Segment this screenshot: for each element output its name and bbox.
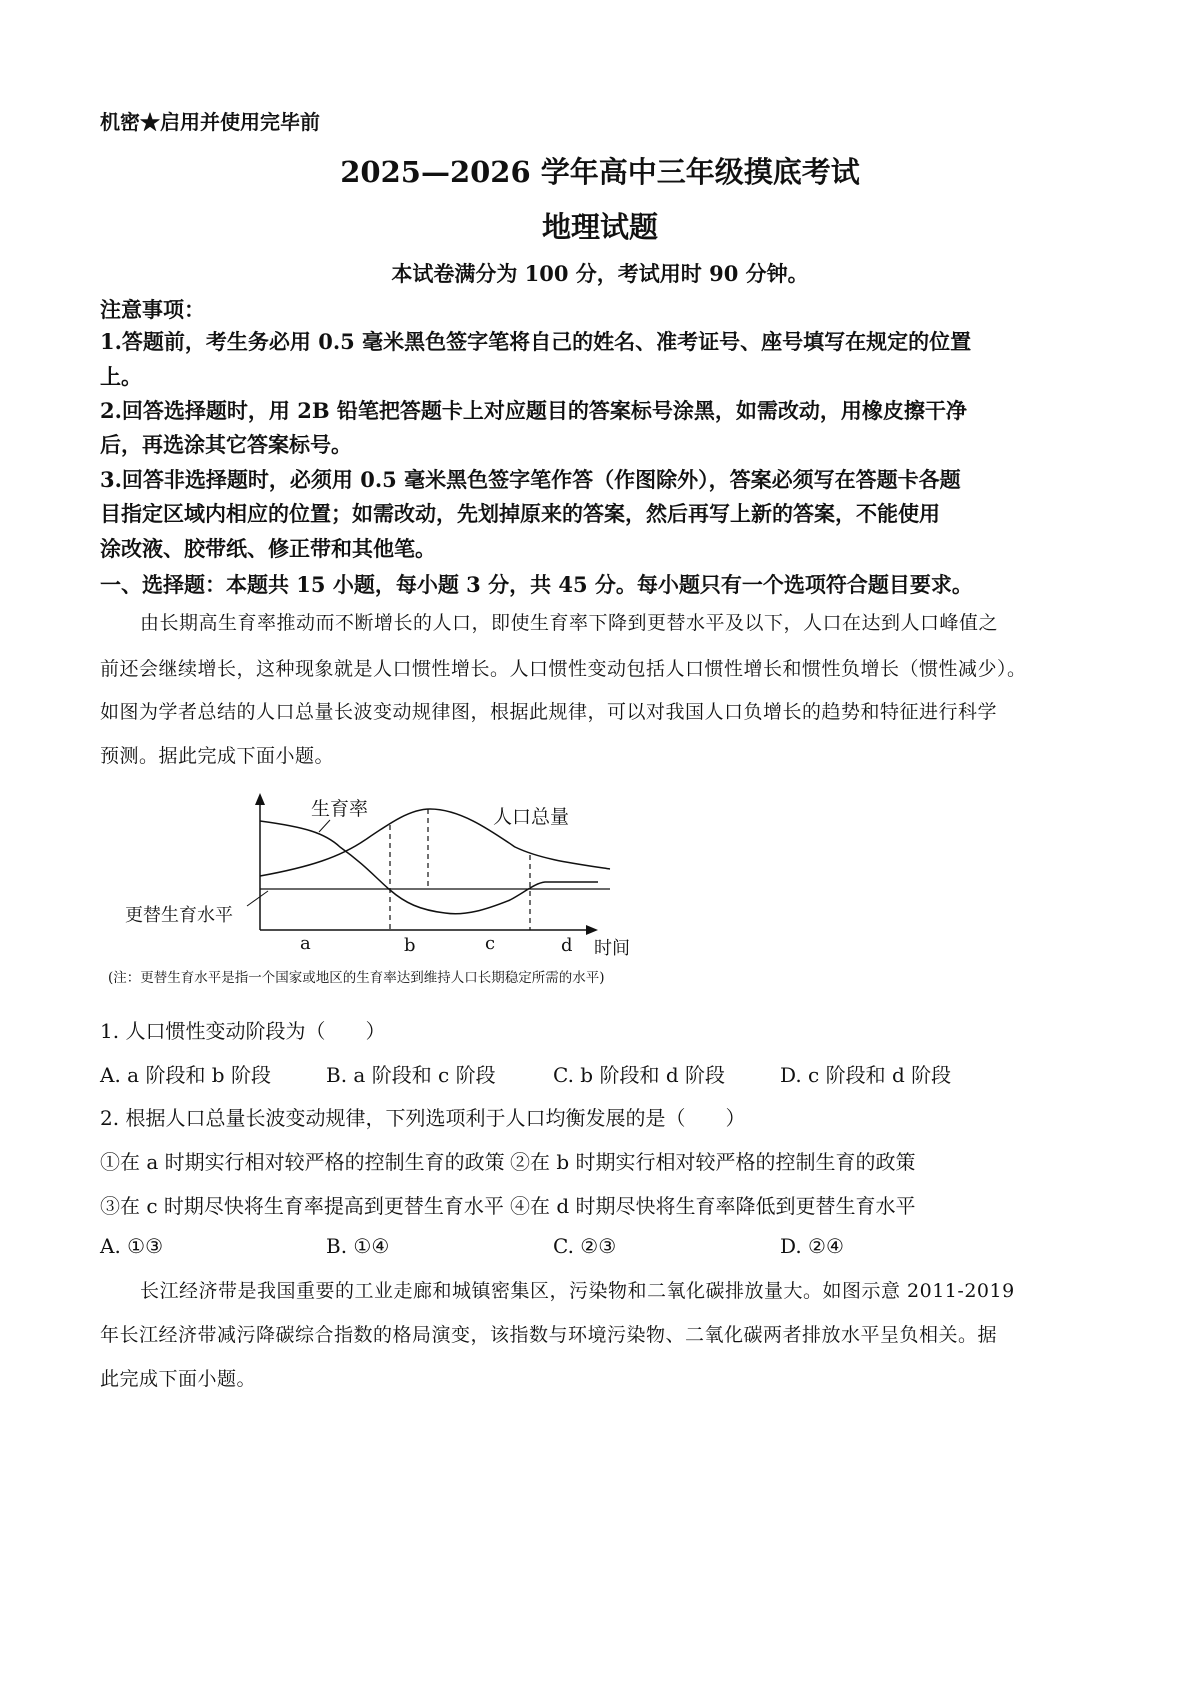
passage1-line2: 前还会继续增长，这种现象就是人口惯性增长。人口惯性变动包括人口惯性增长和惯性负增长（惯性减少）。 <box>100 658 1027 680</box>
note-3-line3: 涂改液、胶带纸、修正带和其他笔。 <box>100 536 436 561</box>
stage-c-label: c <box>485 933 496 954</box>
time-axis-label: 时间 <box>594 938 630 959</box>
q1-option-b[interactable]: B. a 阶段和 c 阶段 <box>326 1063 496 1087</box>
note-1-line1: 1.答题前，考生务必用 0.5 毫米黑色签字笔将自己的姓名、准考证号、座号填写在规定的位置 <box>100 329 972 354</box>
stage-d-label: d <box>561 935 573 956</box>
passage2-line2: 年长江经济带减污降碳综合指数的格局演变，该指数与环境污染物、二氧化碳两者排放水平呈负相关。据 <box>100 1324 998 1346</box>
note-3-line2: 目指定区域内相应的位置；如需改动，先划掉原来的答案，然后再写上新的答案，不能使用 <box>100 501 940 526</box>
replacement-leader <box>247 891 268 906</box>
birth-rate-leader <box>319 820 330 832</box>
subject-title: 地理试题 <box>541 210 658 244</box>
passage2-line3: 此完成下面小题。 <box>100 1368 257 1390</box>
y-axis-arrow <box>255 793 265 805</box>
q1-stem: 1. 人口惯性变动阶段为（ ） <box>100 1019 386 1043</box>
q2-statement-1: ①在 a 时期实行相对较严格的控制生育的政策 <box>100 1150 505 1174</box>
q1-option-c[interactable]: C. b 阶段和 d 阶段 <box>553 1063 725 1087</box>
stage-a-label: a <box>300 933 311 954</box>
note-1-line2: 上。 <box>100 364 142 389</box>
population-wave-figure <box>100 785 700 985</box>
birth-rate-curve <box>260 821 598 914</box>
passage1-line4: 预测。据此完成下面小题。 <box>100 745 335 767</box>
passage1-line3: 如图为学者总结的人口总量长波变动规律图，根据此规律，可以对我国人口负增长的趋势和特征进行科学 <box>100 701 998 723</box>
stage-b-label: b <box>404 935 416 956</box>
score-info: 本试卷满分为 100 分，考试用时 90 分钟。 <box>391 261 809 286</box>
figure-note: (注：更替生育水平是指一个国家或地区的生育率达到维持人口长期稳定所需的水平) <box>108 970 605 986</box>
note-2-line1: 2.回答选择题时，用 2B 铅笔把答题卡上对应题目的答案标号涂黑，如需改动，用橡皮擦干净 <box>100 398 967 423</box>
birth-rate-label: 生育率 <box>311 798 369 820</box>
confidential-label: 机密★启用并使用完毕前 <box>100 110 320 134</box>
q2-statement-3: ③在 c 时期尽快将生育率提高到更替生育水平 <box>100 1194 504 1218</box>
notes-heading: 注意事项： <box>100 297 205 322</box>
q2-option-b[interactable]: B. ①④ <box>326 1234 390 1258</box>
x-axis-arrow <box>586 925 598 935</box>
note-2-line2: 后，再选涂其它答案标号。 <box>100 432 352 457</box>
q1-option-a[interactable]: A. a 阶段和 b 阶段 <box>100 1063 271 1087</box>
q1-option-d[interactable]: D. c 阶段和 d 阶段 <box>780 1063 952 1087</box>
population-label: 人口总量 <box>493 806 570 828</box>
q2-option-a[interactable]: A. ①③ <box>100 1234 164 1258</box>
q2-stem: 2. 根据人口总量长波变动规律，下列选项利于人口均衡发展的是（ ） <box>100 1106 746 1130</box>
q2-option-d[interactable]: D. ②④ <box>780 1234 844 1258</box>
passage1-line1: 由长期高生育率推动而不断增长的人口，即使生育率下降到更替水平及以下，人口在达到人口峰值之 <box>140 612 999 634</box>
q2-option-c[interactable]: C. ②③ <box>553 1234 617 1258</box>
exam-title: 2025—2026 学年高中三年级摸底考试 <box>340 155 860 189</box>
q2-statement-2: ②在 b 时期实行相对较严格的控制生育的政策 <box>510 1150 916 1174</box>
q2-statement-4: ④在 d 时期尽快将生育率降低到更替生育水平 <box>510 1194 916 1218</box>
note-3-line1: 3.回答非选择题时，必须用 0.5 毫米黑色签字笔作答（作图除外），答案必须写在答题卡各题 <box>100 467 961 492</box>
section-heading: 一、选择题：本题共 15 小题，每小题 3 分，共 45 分。每小题只有一个选项符合题目要求。 <box>100 572 973 597</box>
passage2-line1: 长江经济带是我国重要的工业走廊和城镇密集区，污染物和二氧化碳排放量大。如图示意 2011-2019 <box>140 1280 1015 1302</box>
replacement-label: 更替生育水平 <box>125 905 233 926</box>
